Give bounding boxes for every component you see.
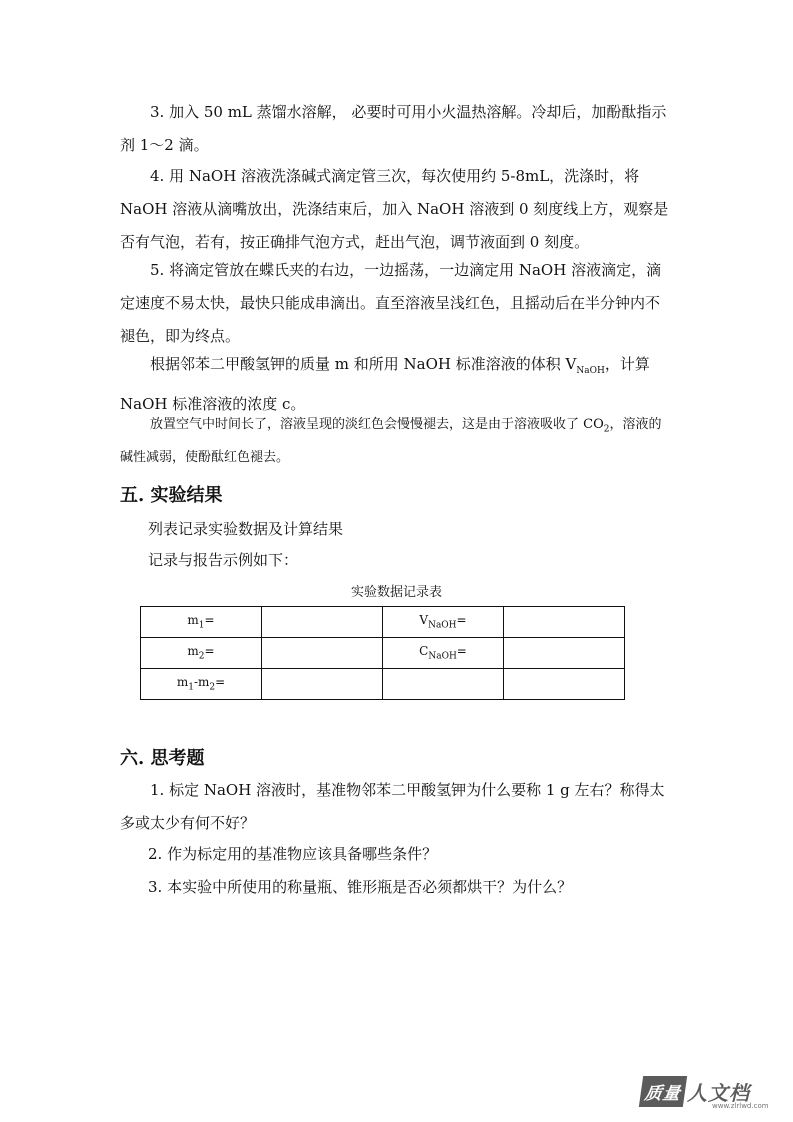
table-row: [141, 638, 625, 669]
watermark-url: www.zlrlwd.com: [712, 1102, 769, 1110]
table-caption: 实验数据记录表: [350, 585, 442, 600]
watermark-logo-box: 质量: [639, 1076, 687, 1107]
note-paragraph: [120, 411, 672, 472]
calc-text-prefix: 根据邻苯二甲酸氢钾的质量 m 和所用 NaOH 标准溶液的体积 V: [150, 355, 577, 373]
table-cell-concentration-value: [504, 638, 625, 669]
section-5-title: 五. 实验结果: [120, 485, 223, 506]
section-5-line-1: 列表记录实验数据及计算结果: [148, 520, 344, 538]
question-2: 2. 作为标定用的基准物应该具备哪些条件？: [148, 845, 438, 863]
table-cell-volume-value: [504, 607, 625, 638]
step-4-paragraph: 4. 用 NaOH 溶液洗涤碱式滴定管三次，每次使用约 5-8mL，洗涤时，将 NaOH 溶液从滴嘴放出，洗涤结束后，加入 NaOH 溶液到 0 刻度线上方，观察是否有气泡，若有，按正确排气泡方式，赶出气泡，调节液面到 0 刻度。: [120, 167, 669, 251]
section-5-line-2: 记录与报告示例如下：: [148, 551, 299, 569]
table-cell-mass-difference-value: [262, 669, 383, 700]
table-row: [141, 607, 625, 638]
note-text-suffix: ，溶液的碱性减弱，使酚酞红色褪去。: [120, 417, 662, 465]
step-5-paragraph: 5. 将滴定管放在蝶氏夹的右边，一边摇荡，一边滴定用 NaOH 溶液滴定，滴定速度不易太快，最快只能成串滴出。直至溶液呈浅红色，且摇动后在半分钟内不褪色，即为终点。: [120, 261, 662, 345]
table-cell-empty: [504, 669, 625, 700]
data-record-table: [140, 606, 625, 700]
calc-subscript: NaOH: [576, 366, 605, 376]
table-cell-volume-label: $V_{NaOH}=$: [383, 607, 504, 638]
watermark-logo-text: 人文档: [687, 1080, 750, 1105]
calc-text-suffix: ，计算 NaOH 标准溶液的浓度 c。: [120, 355, 650, 413]
table-cell-concentration-label: $C_{NaOH}=$: [383, 638, 504, 669]
note-subscript: 2: [603, 424, 610, 435]
table-cell-m2-value: [262, 638, 383, 669]
section-6-title: 六. 思考题: [120, 748, 205, 769]
table-cell-mass-difference-label: $m_1-m_2=$: [141, 669, 262, 700]
question-3: 3. 本实验中所使用的称量瓶、锥形瓶是否必须都烘干？为什么？: [148, 878, 573, 896]
table-row: [141, 669, 625, 700]
note-text-prefix: 放置空气中时间长了，溶液呈现的淡红色会慢慢褪去，这是由于溶液吸收了 CO: [150, 417, 604, 432]
question-1: 1. 标定 NaOH 溶液时，基准物邻苯二甲酸氢钾为什么要称 1 g 左右？称得太多或太少有何不好？: [120, 781, 665, 832]
table-cell-m1-label: $m_1=$: [141, 607, 262, 638]
table-cell-m1-value: [262, 607, 383, 638]
table-cell-m2-label: $m_2=$: [141, 638, 262, 669]
table-cell-empty: [383, 669, 504, 700]
step-3-paragraph: 3. 加入 50 mL 蒸馏水溶解， 必要时可用小火温热溶解。冷却后，加酚酞指示剂 1～2 滴。: [120, 103, 667, 154]
